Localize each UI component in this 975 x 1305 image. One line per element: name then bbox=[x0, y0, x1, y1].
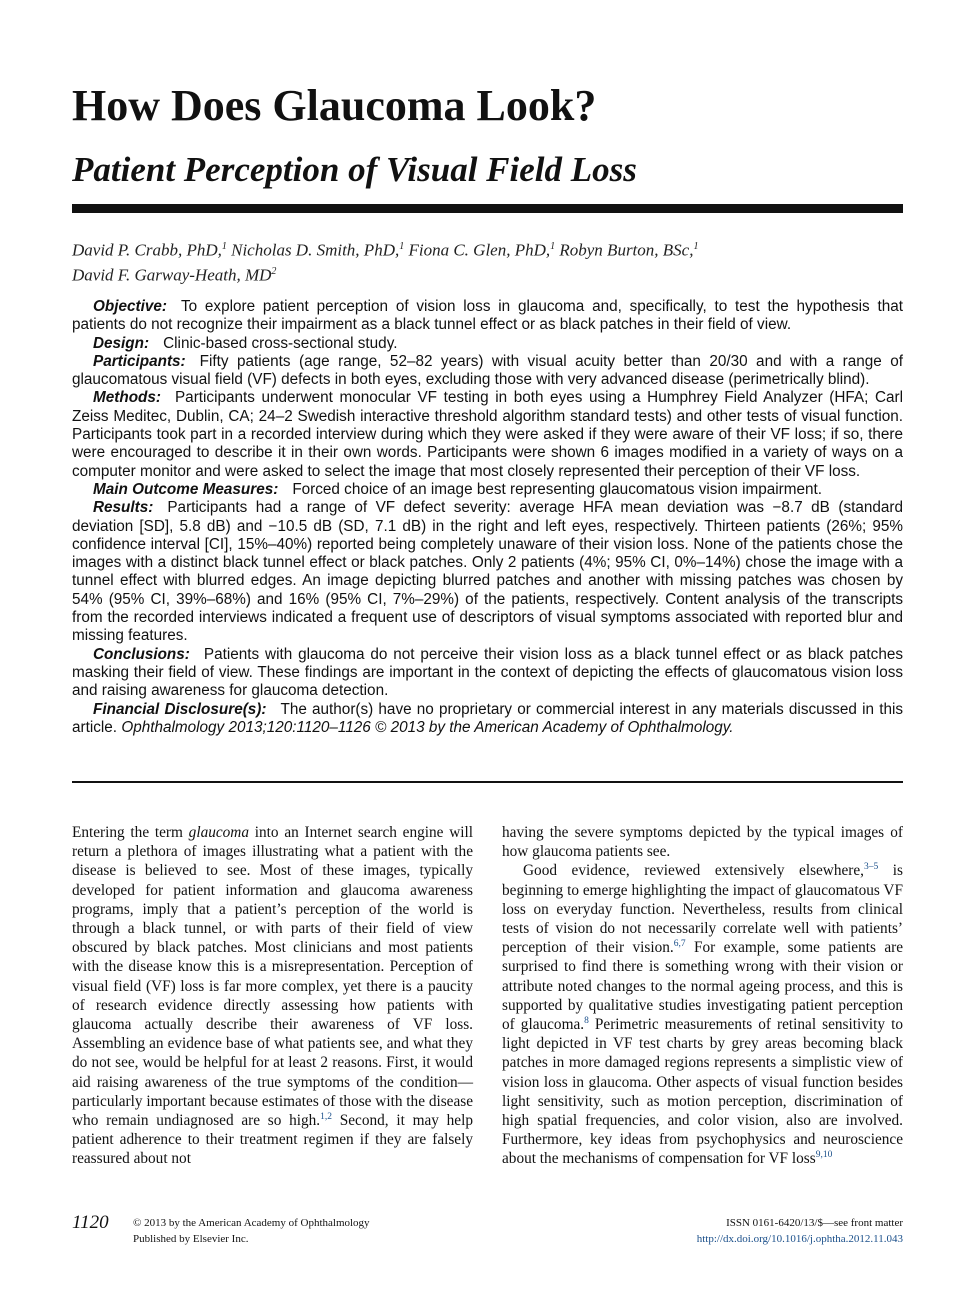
issn-line: ISSN 0161-6420/13/$—see front matter bbox=[726, 1217, 903, 1229]
body-paragraph bbox=[502, 861, 903, 1168]
author-name: David F. Garway-Heath, MD bbox=[72, 265, 272, 285]
abstract bbox=[72, 298, 903, 737]
journal-citation: Ophthalmology 2013;120:1120–1126 © 2013 by the American Academy of Ophthalmology. bbox=[121, 718, 734, 736]
abstract-outcome-measures bbox=[72, 481, 903, 499]
body-text: is beginning to emerge highlighting the impact of glaucomatous VF loss on everyday function. Nevertheless, results from clinical tests of vision do not necessarily correlate well with patients’ perception of their vision. bbox=[502, 862, 903, 957]
reference-link[interactable]: 1,2 bbox=[320, 1111, 332, 1122]
body-text: For example, some patients are surprised to find there is something wrong with their vision or attribute noted changes to the normal ageing process, and this is supported by qualitative studies investigating patient perception of glaucoma. bbox=[502, 939, 903, 1034]
body-text: Second, it may help patient adherence to their treatment regimen if they are falsely reassured about not bbox=[72, 1112, 473, 1168]
author-name: Robyn Burton, BSc, bbox=[559, 240, 694, 260]
section-text: To explore patient perception of vision loss in glaucoma and, specifically, to test the hypothesis that patients do not recognize their impairment as a black tunnel effect or as black patches in their field of view. bbox=[72, 298, 903, 334]
reference-link[interactable]: 3–5 bbox=[864, 862, 879, 873]
section-label: Results: bbox=[93, 499, 154, 517]
body-column-right bbox=[502, 823, 903, 1169]
abstract-conclusions bbox=[72, 646, 903, 701]
page-footer bbox=[72, 1212, 903, 1252]
body-column-left bbox=[72, 823, 473, 1169]
section-text: Participants had a range of VF defect severity: average HFA mean deviation was −8.7 dB (standard deviation [SD], 5.8 dB) and −10.5 dB (SD, 7.1 dB) in the right and left eyes, respectively. Thirteen patients (26%; 95% confidence interval [CI], 15%–40%) reported being completely unaware of their vision loss. None of the patients chose the images with a distinct black tunnel effect or black patches. Only 2 patients (4%; 95% CI, 0%–14%) chose the image with a tunnel effect with blurred edges. An image depicting blurred patches and another with missing patches was chosen by 54% (95% CI, 39%–68%) and 16% (95% CI, 7%–29%) of the patients, respectively. Content analysis of the transcripts from the recorded interviews indicated a frequent use of descriptors of visual symptoms associated with reported blur and missing features. bbox=[72, 499, 903, 645]
section-text: Fifty patients (age range, 52–82 years) with visual acuity better than 20/30 and with a range of glaucomatous visual field (VF) defects in both eyes, excluding those with very advanced disease (perimetrically blind). bbox=[72, 352, 903, 389]
reference-link[interactable]: 8 bbox=[584, 1015, 589, 1026]
abstract-objective bbox=[72, 298, 903, 335]
doi-link[interactable]: http://dx.doi.org/10.1016/j.ophtha.2012.11.043 bbox=[696, 1233, 903, 1245]
section-label: Objective: bbox=[93, 298, 167, 315]
issn-block bbox=[697, 1215, 903, 1247]
body-text: into an Internet search engine will return a plethora of images illustrating what a patient with the disease is believed to see. Most of these images, typically developed for patient information and glaucoma awareness programs, imply that a patient’s perception of the world is through a black tunnel, or with parts of their field of view obscured by black patches. Most clinicians and most patients with the disease know this is a misrepresentation. Perception of visual field (VF) loss is far more complex, yet there is a paucity of research evidence directly assessing how patients with glaucoma actually describe their awareness of VF loss. Assembling an evidence base of what patients see, and what they do not see, would be helpful for at least 2 reasons. First, it would aid raising awareness of the true symptoms of the condition—particularly important because estimates of those with the disease who remain undiagnosed are so high. bbox=[72, 824, 473, 1130]
section-label: Conclusions: bbox=[93, 645, 190, 663]
body-paragraph: having the severe symptoms depicted by the typical images of how glaucoma patients see. bbox=[502, 824, 903, 861]
page-number: 1120 bbox=[72, 1212, 109, 1233]
article-title: How Does Glaucoma Look? bbox=[72, 81, 597, 130]
section-label: Design: bbox=[93, 334, 150, 352]
abstract-divider bbox=[72, 781, 903, 783]
section-text: Participants underwent monocular VF testing in both eyes using a Humphrey Field Analyzer (HFA; Carl Zeiss Meditec, Dublin, CA; 24–2 Swedish interactive threshold algorithm standard tests) and other tests of visual function. Participants took part in a recorded interview during which they were asked if they were aware of their VF loss; if so, there were encouraged to describe it in their own words. Participants were shown 6 images modified in a variety of ways on a computer monitor and were asked to select the image that most closely represented their perception of their VF loss. bbox=[72, 389, 903, 480]
emphasized-term: glaucoma bbox=[188, 824, 250, 841]
section-text: Patients with glaucoma do not perceive their vision loss as a black tunnel effect or as black patches masking their field of view. These findings are important in the context of depicting the effects of glaucomatous vision loss and raising awareness for glaucoma detection. bbox=[72, 645, 903, 700]
author-list bbox=[72, 236, 903, 285]
section-label: Financial Disclosure(s): bbox=[93, 700, 267, 718]
body-text: Entering the term bbox=[72, 824, 189, 841]
author-name: Nicholas D. Smith, PhD, bbox=[231, 240, 400, 260]
section-text: Forced choice of an image best representing glaucomatous vision impairment. bbox=[292, 480, 823, 498]
author-name: Fiona C. Glen, PhD, bbox=[408, 240, 551, 260]
article-subtitle: Patient Perception of Visual Field Loss bbox=[72, 150, 637, 189]
abstract-design bbox=[72, 335, 903, 353]
abstract-methods bbox=[72, 389, 903, 480]
abstract-financial-disclosure bbox=[72, 701, 903, 738]
title-divider bbox=[72, 204, 903, 213]
abstract-results bbox=[72, 499, 903, 645]
body-paragraph bbox=[72, 823, 473, 1169]
body-text: Perimetric measurements of retinal sensitivity to light depicted in VF test charts by grey areas becoming black patches in more damaged regions represents a simplistic view of vision loss in glaucoma. Other aspects of visual function besides light sensitivity, such as motion perception, discrimination of high spatial frequencies, and color vision, also are involved. Furthermore, key ideas from psychophysics and neuroscience about the mechanisms of compensation for VF loss bbox=[502, 1016, 903, 1168]
affiliation-marker: 1 bbox=[221, 241, 227, 252]
author-name: David P. Crabb, PhD, bbox=[72, 240, 222, 260]
affiliation-marker: 1 bbox=[693, 241, 699, 252]
body-text: Good evidence, reviewed extensively elsewhere, bbox=[523, 862, 864, 880]
reference-link[interactable]: 6,7 bbox=[673, 939, 686, 950]
abstract-participants bbox=[72, 353, 903, 390]
copyright-line: © 2013 by the American Academy of Ophthalmology bbox=[133, 1217, 370, 1229]
section-text: The author(s) have no proprietary or commercial interest in any materials discussed in this article. bbox=[72, 700, 904, 736]
affiliation-marker: 1 bbox=[399, 241, 405, 252]
copyright-block bbox=[133, 1215, 370, 1247]
section-label: Participants: bbox=[93, 352, 186, 370]
section-label: Methods: bbox=[93, 389, 161, 407]
affiliation-marker: 2 bbox=[271, 265, 277, 277]
section-label: Main Outcome Measures: bbox=[93, 480, 279, 498]
section-text: Clinic-based cross-sectional study. bbox=[163, 334, 398, 352]
reference-link[interactable]: 9,10 bbox=[815, 1150, 833, 1161]
publisher-line: Published by Elsevier Inc. bbox=[133, 1233, 249, 1245]
affiliation-marker: 1 bbox=[550, 241, 556, 252]
